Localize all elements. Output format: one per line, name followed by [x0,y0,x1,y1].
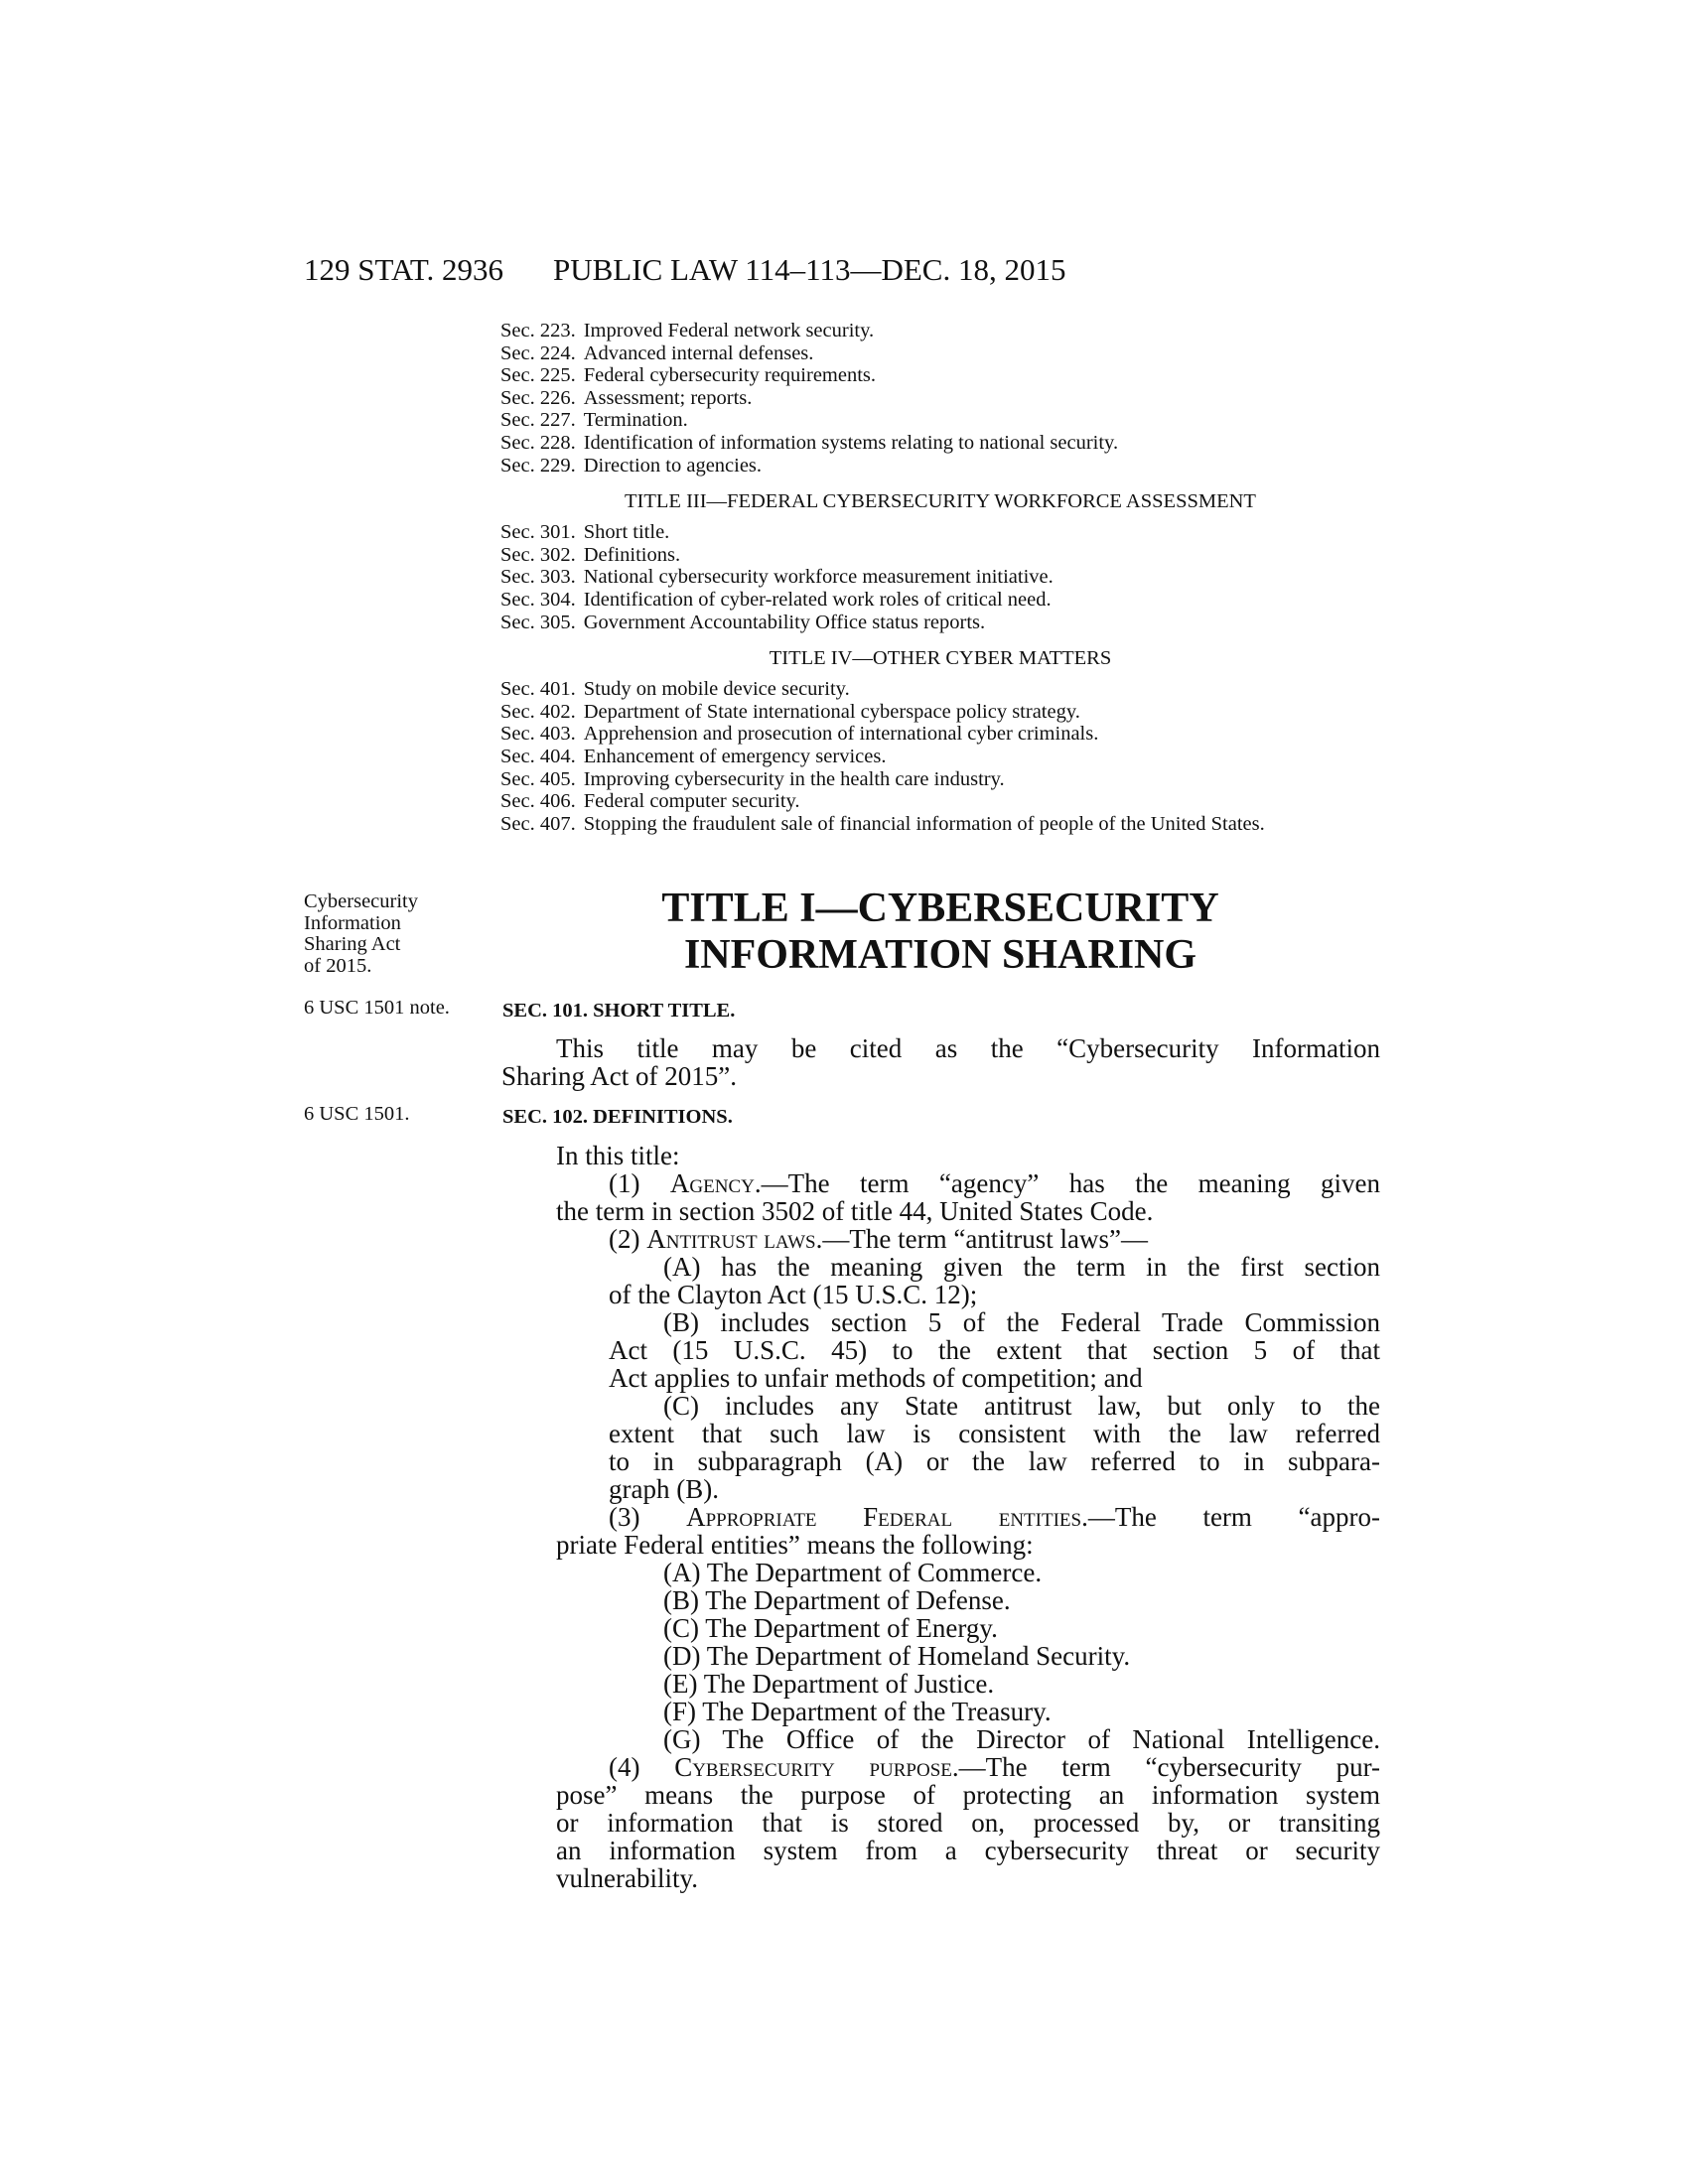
section-101-heading: SEC. 101. SHORT TITLE. [502,1000,736,1022]
toc-entry-number: Sec. 301. [500,521,576,544]
definition-2-number: (2) [609,1224,647,1254]
stat-page-number: 129 STAT. 2936 [304,252,504,287]
margin-note-usc-101: 6 USC 1501 note. [304,997,450,1019]
toc-entry-number: Sec. 402. [500,700,576,723]
toc-entry-number: Sec. 406. [500,790,576,813]
definition-3-item: (E) The Department of Justice. [663,1669,995,1699]
toc-entry [500,790,1380,813]
title-one-line1: TITLE I—CYBERSECURITY [661,886,1219,931]
definition-4-text: .—The term “cybersecurity pur- [951,1752,1381,1782]
definition-3-item: (D) The Department of Homeland Security. [663,1641,1131,1671]
toc-entry-title: Government Accountability Office status reports. [583,611,986,633]
definition-2-term: Antitrust laws [646,1224,816,1254]
toc-entry-number: Sec. 302. [500,543,576,566]
definition-2-text: .—The term “antitrust laws”— [815,1224,1149,1254]
section-102-body [556,1142,1380,1892]
toc-entry-number: Sec. 304. [500,588,576,611]
definition-4-line1 [609,1753,1380,1781]
toc-entry-title: National cybersecurity workforce measurement initiative. [583,566,1054,589]
toc-entry [500,342,1380,365]
definition-3-number: (3) [609,1502,687,1532]
toc-entry-title: Department of State international cyberspace policy strategy. [583,700,1080,723]
toc-entry-title: Federal cybersecurity requirements. [583,364,877,387]
toc-entry-title: Termination. [583,409,688,432]
table-of-contents [500,320,1380,835]
toc-entry-number: Sec. 226. [500,386,576,409]
public-law-heading: PUBLIC LAW 114–113—DEC. 18, 2015 [553,252,1066,287]
definition-2c-line2: extent that such law is consistent with the law referred [609,1419,1380,1448]
definition-1-line1 [609,1169,1380,1197]
toc-entry-number: Sec. 303. [500,566,576,589]
definition-4-line2: pose” means the purpose of protecting an information system [556,1780,1380,1810]
definition-2c-line1: (C) includes any State antitrust law, but only to the [663,1391,1380,1421]
margin-note-line: Cybersecurity [304,890,418,912]
toc-entry-title: Definitions. [583,543,681,566]
toc-title2-group [500,320,1380,477]
toc-entry-title: Enhancement of emergency services. [583,745,887,767]
toc-entry-number: Sec. 224. [500,341,576,364]
toc-entry [500,678,1380,701]
section-102-intro: In this title: [556,1141,680,1170]
toc-entry-title: Short title. [583,521,670,544]
margin-note-act-name [304,891,418,977]
definition-3-line2: priate Federal entities” means the following: [556,1530,1034,1560]
toc-entry-number: Sec. 405. [500,767,576,790]
toc-entry [500,455,1380,478]
section-101-body [501,1033,1380,1091]
toc-entry [500,409,1380,432]
toc-entry-number: Sec. 228. [500,431,576,454]
definition-2c-line4: graph (B). [609,1474,719,1504]
toc-entry [500,544,1380,567]
definition-2b-line1: (B) includes section 5 of the Federal Trade Commission [663,1307,1380,1337]
toc-title3-group [500,521,1380,633]
definition-2a-line1: (A) has the meaning given the term in the first section [663,1252,1380,1282]
section-102-heading: SEC. 102. DEFINITIONS. [502,1106,733,1128]
section-101-line1: This title may be cited as the “Cybersecurity Information [556,1033,1380,1063]
toc-entry-number: Sec. 305. [500,611,576,633]
toc-entry-title: Advanced internal defenses. [583,341,814,364]
definition-3-line1 [609,1503,1380,1531]
toc-entry-title: Improved Federal network security. [583,320,875,341]
definition-2c-line3: to in subparagraph (A) or the law referred to in subpara- [609,1446,1380,1476]
definition-4-number: (4) [609,1752,675,1782]
toc-title3-heading: TITLE III—FEDERAL CYBERSECURITY WORKFORCE ASSESSMENT [625,490,1256,513]
toc-entry-number: Sec. 407. [500,812,576,835]
toc-entry-number: Sec. 404. [500,745,576,767]
toc-entry-title: Federal computer security. [583,790,800,813]
toc-entry [500,746,1380,768]
definition-3-item: (B) The Department of Defense. [663,1585,1011,1615]
toc-entry-number: Sec. 227. [500,409,576,432]
definition-4-line4: an information system from a cybersecurity threat or security [556,1836,1380,1865]
definition-3-item: (A) The Department of Commerce. [663,1558,1043,1587]
toc-entry-number: Sec. 225. [500,364,576,387]
toc-entry [500,723,1380,746]
toc-entry-number: Sec. 401. [500,678,576,701]
margin-note-line: Information [304,911,401,934]
definition-1-term: Agency [669,1168,755,1198]
toc-title4-group [500,678,1380,835]
toc-entry [500,432,1380,455]
definition-3-item: (F) The Department of the Treasury. [663,1697,1052,1726]
toc-entry [500,813,1380,836]
definition-1-number: (1) [609,1168,670,1198]
toc-entry [500,320,1380,342]
toc-entry-title: Identification of information systems relating to national security. [583,431,1119,454]
definition-3-term: Appropriate Federal entities [686,1502,1082,1532]
toc-entry-number: Sec. 403. [500,723,576,746]
section-101-line2: Sharing Act of 2015”. [501,1061,737,1091]
definition-1-line2: the term in section 3502 of title 44, United States Code. [556,1196,1154,1226]
toc-entry [500,589,1380,612]
title-one-line2: INFORMATION SHARING [683,932,1197,978]
title-one-heading [500,886,1380,979]
definition-3-item: (C) The Department of Energy. [663,1613,998,1643]
toc-entry-number: Sec. 223. [500,320,576,341]
margin-note-usc-102: 6 USC 1501. [304,1103,410,1125]
toc-entry-title: Direction to agencies. [583,454,763,477]
page-header [304,252,1227,292]
definition-3-item: (G) The Office of the Director of National Intelligence. [663,1724,1380,1754]
toc-entry [500,521,1380,544]
definition-2b-line3: Act applies to unfair methods of competition; and [609,1363,1143,1393]
toc-entry [500,701,1380,724]
toc-entry [500,364,1380,387]
toc-entry-title: Stopping the fraudulent sale of financial information of people of the United States. [583,812,1265,835]
definition-4-term: Cybersecurity purpose [674,1752,952,1782]
margin-note-line: of 2015. [304,954,372,977]
definition-2-line1 [609,1225,1380,1253]
toc-entry [500,566,1380,589]
toc-entry [500,612,1380,634]
definition-2a-line2: of the Clayton Act (15 U.S.C. 12); [609,1280,978,1309]
definition-4-line5: vulnerability. [556,1863,698,1893]
toc-entry-number: Sec. 229. [500,454,576,477]
toc-entry-title: Apprehension and prosecution of international cyber criminals. [583,723,1099,746]
toc-entry [500,768,1380,791]
definition-1-text: .—The term “agency” has the meaning given [754,1168,1381,1198]
definition-2b-line2: Act (15 U.S.C. 45) to the extent that section 5 of that [609,1335,1380,1365]
margin-note-line: Sharing Act [304,933,401,955]
toc-entry-title: Assessment; reports. [583,386,753,409]
toc-entry-title: Study on mobile device security. [583,678,850,701]
definition-3-text: .—The term “appro- [1081,1502,1380,1532]
toc-entry-title: Improving cybersecurity in the health care industry. [583,767,1005,790]
toc-entry [500,387,1380,410]
toc-entry-title: Identification of cyber-related work roles of critical need. [583,588,1052,611]
toc-title4-heading: TITLE IV—OTHER CYBER MATTERS [769,647,1112,670]
definition-4-line3: or information that is stored on, processed by, or transiting [556,1808,1380,1838]
